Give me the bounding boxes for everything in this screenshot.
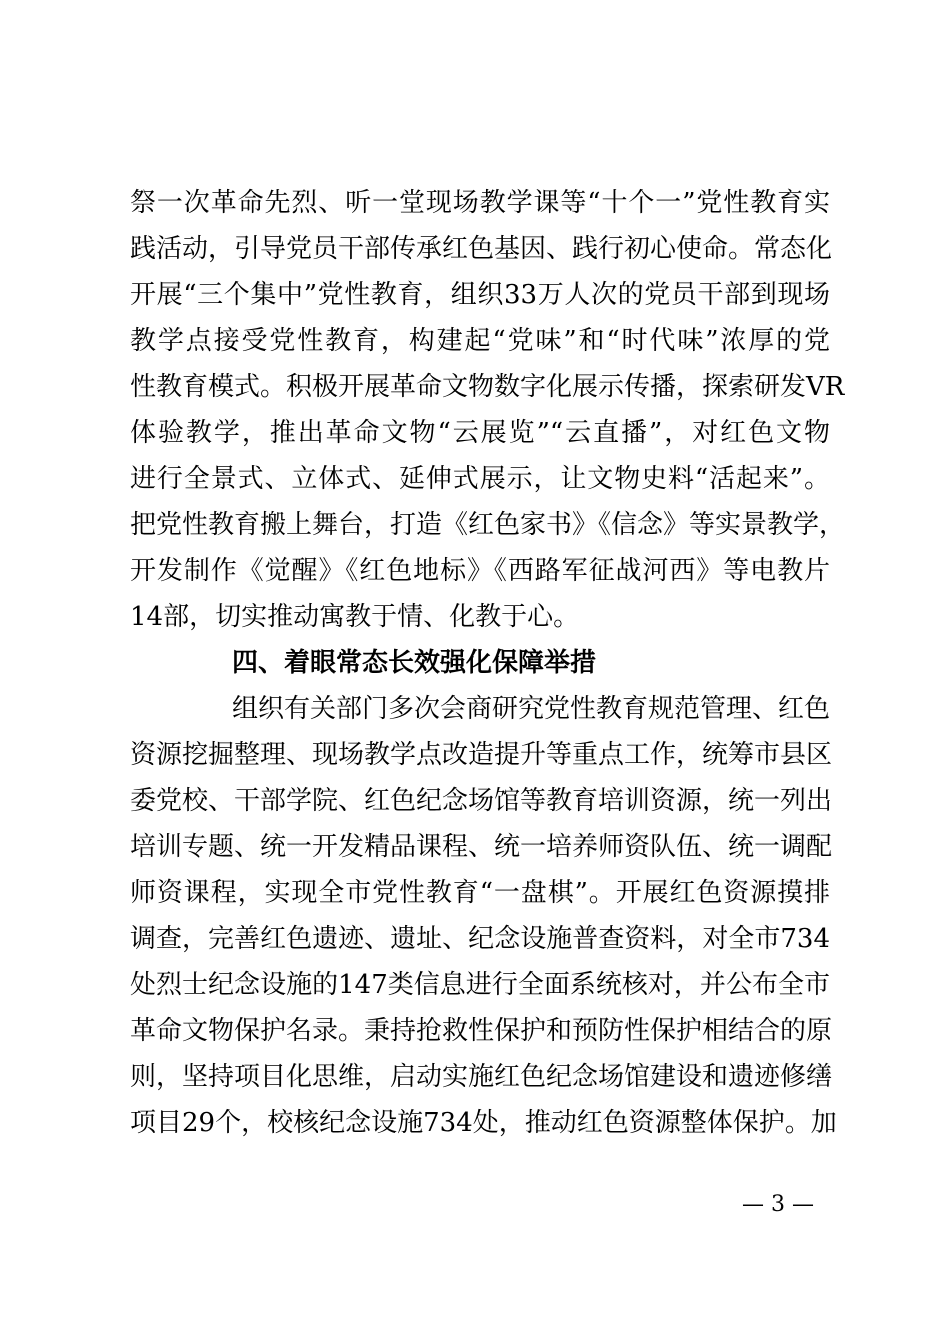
body-text-line: 项目29个，校核纪念设施734处，推动红色资源整体保护。加 xyxy=(130,1108,837,1138)
section-heading: 四、着眼常态长效强化保障举措 xyxy=(232,648,597,678)
body-text-line: 处烈士纪念设施的147类信息进行全面系统核对，并公布全市 xyxy=(130,970,830,1000)
body-text-line: 委党校、干部学院、红色纪念场馆等教育培训资源，统一列出 xyxy=(130,786,833,816)
body-text-line: 进行全景式、立体式、延伸式展示，让文物史料“活起来”。 xyxy=(130,464,830,494)
body-text-line: 组织有关部门多次会商研究党性教育规范管理、红色 xyxy=(232,694,831,724)
body-text-line: 开发制作《觉醒》《红色地标》《西路军征战河西》等电教片 xyxy=(130,556,830,586)
body-text-line: 师资课程，实现全市党性教育“一盘棋”。开展红色资源摸排 xyxy=(130,878,830,908)
body-text-line: 14部，切实推动寓教于情、化教于心。 xyxy=(130,602,580,632)
body-text-line: 祭一次革命先烈、听一堂现场教学课等“十个一”党性教育实 xyxy=(130,188,830,218)
body-text-line: 则，坚持项目化思维，启动实施红色纪念场馆建设和遗迹修缮 xyxy=(130,1062,833,1092)
body-text-line: 调查，完善红色遗迹、遗址、纪念设施普查资料，对全市734 xyxy=(130,924,830,954)
page-number: — 3 — xyxy=(742,1192,814,1217)
body-text-line: 开展“三个集中”党性教育，组织33万人次的党员干部到现场 xyxy=(130,280,830,310)
body-text-line: 教学点接受党性教育，构建起“党味”和“时代味”浓厚的党 xyxy=(130,326,830,356)
body-text-line: 性教育模式。积极开展革命文物数字化展示传播，探索研发VR xyxy=(130,372,845,402)
body-text-line: 革命文物保护名录。秉持抢救性保护和预防性保护相结合的原 xyxy=(130,1016,833,1046)
body-text-line: 资源挖掘整理、现场教学点改造提升等重点工作，统筹市县区 xyxy=(130,740,833,770)
body-text-line: 体验教学，推出革命文物“云展览”“云直播”，对红色文物 xyxy=(130,418,830,448)
body-text-line: 践活动，引导党员干部传承红色基因、践行初心使命。常态化 xyxy=(130,234,833,264)
body-text-line: 培训专题、统一开发精品课程、统一培养师资队伍、统一调配 xyxy=(130,832,833,862)
body-text-line: 把党性教育搬上舞台，打造《红色家书》《信念》等实景教学， xyxy=(130,510,846,540)
